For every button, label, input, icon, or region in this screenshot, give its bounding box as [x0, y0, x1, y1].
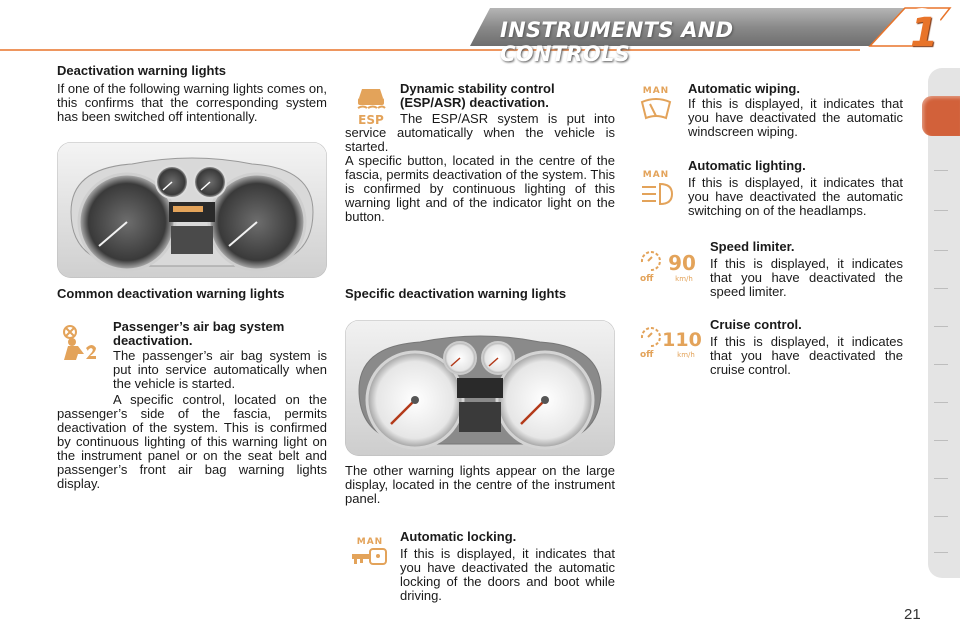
cruise-speed-label: 110 — [662, 329, 702, 351]
tab-divider — [934, 364, 948, 365]
tab-divider — [934, 478, 948, 479]
automatic-locking-off-icon — [350, 534, 390, 570]
tab-divider — [934, 402, 948, 403]
passenger-airbag-text: The passenger’s air bag system is put into service automatically when the vehicle is started. — [113, 348, 327, 391]
tab-divider — [934, 552, 948, 553]
chapter-tab-bar[interactable] — [928, 68, 960, 578]
instrument-panel-image — [57, 142, 327, 278]
automatic-lighting-off-icon — [638, 168, 678, 208]
esp-button-text: A specific button, located in the centre of the fascia, permits deactivation of the system. This is confirmed by continuous lighting of this warning light and of the indicator light on the button. — [345, 153, 615, 224]
tab-divider — [934, 288, 948, 289]
automatic-wiping-off-icon — [638, 84, 674, 124]
speed-limiter-heading: Speed limiter. — [710, 239, 795, 254]
cruise-control-heading: Cruise control. — [710, 317, 802, 332]
tab-divider — [934, 250, 948, 251]
lighting-icon-label: MAN — [642, 170, 670, 180]
automatic-lighting-heading: Automatic lighting. — [688, 158, 806, 173]
common-deactivation-heading: Common deactivation warning lights — [57, 286, 285, 301]
passenger-airbag-heading: Passenger’s air bag system deactivation. — [113, 319, 285, 348]
page-number: 21 — [904, 606, 921, 623]
cruise-control-off-icon — [636, 324, 702, 360]
cruise-off-label: off — [640, 350, 654, 360]
automatic-locking-text: If this is displayed, it indicates that you have deactivated the automatic locking of the doors and boot while driving. — [400, 546, 615, 603]
chapter-tab-active[interactable] — [922, 96, 960, 136]
automatic-locking-heading: Automatic locking. — [400, 529, 517, 544]
passenger-airbag-control-text: A specific control, located on the passenger’s side of the fascia, permits deactivation of the system. This is confirmed by continuous lighting of this warning light on the instrument panel or on the seat belt and passenger’s front air bag warning lights display. — [57, 392, 327, 491]
tab-divider — [934, 210, 948, 211]
deactivation-text: If one of the following warning lights comes on, this confirms that the corresponding system has been switched off intentionally. — [57, 81, 327, 124]
esp-heading: Dynamic stability control (ESP/ASR) deactivation. — [400, 81, 555, 110]
tab-divider — [934, 440, 948, 441]
limiter-off-label: off — [640, 274, 654, 284]
cruise-unit-label: km/h — [677, 351, 695, 359]
other-warning-lights-text: The other warning lights appear on the large display, located in the centre of the instrument panel. — [345, 463, 615, 506]
automatic-lighting-text: If this is displayed, it indicates that you have deactivated the automatic switching on of the headlamps. — [688, 175, 903, 218]
passenger-airbag-off-icon — [58, 324, 102, 362]
specific-deactivation-heading: Specific deactivation warning lights — [345, 286, 567, 301]
deactivation-heading: Deactivation warning lights — [57, 63, 227, 78]
chapter-number: 1 — [910, 10, 938, 56]
esp-text: The ESP/ASR system is put into service automatically when the vehicle is started. — [345, 111, 615, 154]
cruise-control-text: If this is displayed, it indicates that you have deactivated the cruise control. — [710, 334, 903, 377]
page-title: INSTRUMENTS AND CONTROLS — [500, 18, 734, 66]
instrument-panel-image-lit — [345, 320, 615, 456]
tab-divider — [934, 170, 948, 171]
speed-limiter-text: If this is displayed, it indicates that you have deactivated the speed limiter. — [710, 256, 903, 299]
speed-limiter-off-icon — [636, 248, 700, 284]
tab-divider — [934, 326, 948, 327]
tab-divider — [934, 516, 948, 517]
limiter-speed-label: 90 — [668, 251, 696, 275]
automatic-wiping-text: If this is displayed, it indicates that you have deactivated the automatic windscreen wiping. — [688, 96, 903, 139]
esp-icon-label: ESP — [358, 113, 384, 126]
locking-icon-label: MAN — [356, 537, 384, 547]
limiter-unit-label: km/h — [675, 275, 693, 283]
wiping-icon-label: MAN — [642, 86, 670, 96]
automatic-wiping-heading: Automatic wiping. — [688, 81, 800, 96]
